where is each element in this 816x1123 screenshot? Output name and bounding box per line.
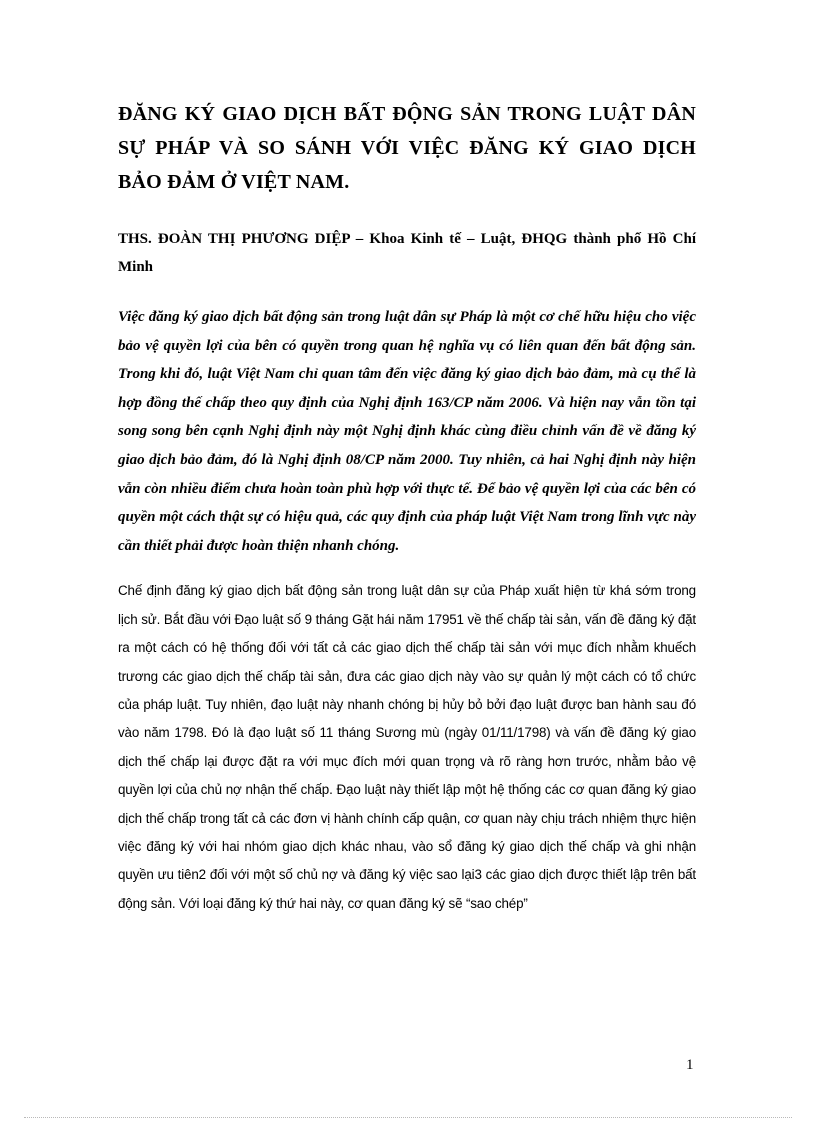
abstract-paragraph: Việc đăng ký giao dịch bất động sản trong luật dân sự Pháp là một cơ chế hữu hiệu cho việc bảo vệ quyền lợi của bên có quyền trong quan hệ nghĩa vụ có liên quan đến bất động sản. Trong khi đó, luật Việt Nam chỉ quan tâm đến việc đăng ký giao dịch bảo đảm, mà cụ thể là hợp đồng thế chấp theo quy định của Nghị định 163/CP năm 2006. Và hiện nay vẫn tồn tại song song bên cạnh Nghị định này một Nghị định khác cùng điều chỉnh vấn đề về đăng ký giao dịch bảo đảm, đó là Nghị định 08/CP năm 2000. Tuy nhiên, cả hai Nghị định này hiện vẫn còn nhiều điểm chưa hoàn toàn phù hợp với thực tế. Để bảo vệ quyền lợi của các bên có quyền một cách thật sự có hiệu quả, các quy định của pháp luật Việt Nam trong lĩnh vực này cần thiết phải được hoàn thiện nhanh chóng. xyxy=(118,309,696,554)
page-number: 1 xyxy=(686,1057,694,1073)
page-content xyxy=(118,97,696,918)
body-paragraph: Chế định đăng ký giao dịch bất động sản trong luật dân sự của Pháp xuất hiện từ khá sớm trong lịch sử. Bắt đầu với Đạo luật số 9 tháng Gặt hái năm 17951 về thế chấp tài sản, vấn đề đăng ký đặt ra một cách có hệ thống đối với tất cả các giao dịch thế chấp tài sản với mục đích nhằm khuếch trương các giao dịch thế chấp tài sản, đưa các giao dịch này vào sự quản lý một cách có tổ chức của pháp luật. Tuy nhiên, đạo luật này nhanh chóng bị hủy bỏ bởi đạo luật được ban hành sau đó vào năm 1798. Đó là đạo luật số 11 tháng Sương mù (ngày 01/11/1798) và vấn đề đăng ký giao dịch thế chấp lại được đặt ra với mục đích mới quan trọng và rõ ràng hơn trước, nhằm bảo vệ quyền lợi của chủ nợ nhận thế chấp. Đạo luật này thiết lập một hệ thống các cơ quan đăng ký giao dịch thế chấp trong tất cả các đơn vị hành chính cấp quận, cơ quan này chịu trách nhiệm thực hiện việc đăng ký với hai nhóm giao dịch khác nhau, vào sổ đăng ký giao dịch thế chấp và ghi nhận quyền ưu tiên2 đối với một số chủ nợ và đăng ký việc sao lại3 các giao dịch được thiết lập trên bất động sản. Với loại đăng ký thứ hai này, cơ quan đăng ký sẽ “sao chép” xyxy=(118,583,696,911)
document-title: ĐĂNG KÝ GIAO DỊCH BẤT ĐỘNG SẢN TRONG LUẬT DÂN SỰ PHÁP VÀ SO SÁNH VỚI VIỆC ĐĂNG KÝ GIAO DỊCH BẢO ĐẢM Ở VIỆT NAM. xyxy=(118,103,696,193)
author-line: THS. ĐOÀN THỊ PHƯƠNG DIỆP – Khoa Kinh tế – Luật, ĐHQG thành phố Hồ Chí Minh xyxy=(118,231,696,275)
page-boundary-divider xyxy=(24,1117,792,1118)
